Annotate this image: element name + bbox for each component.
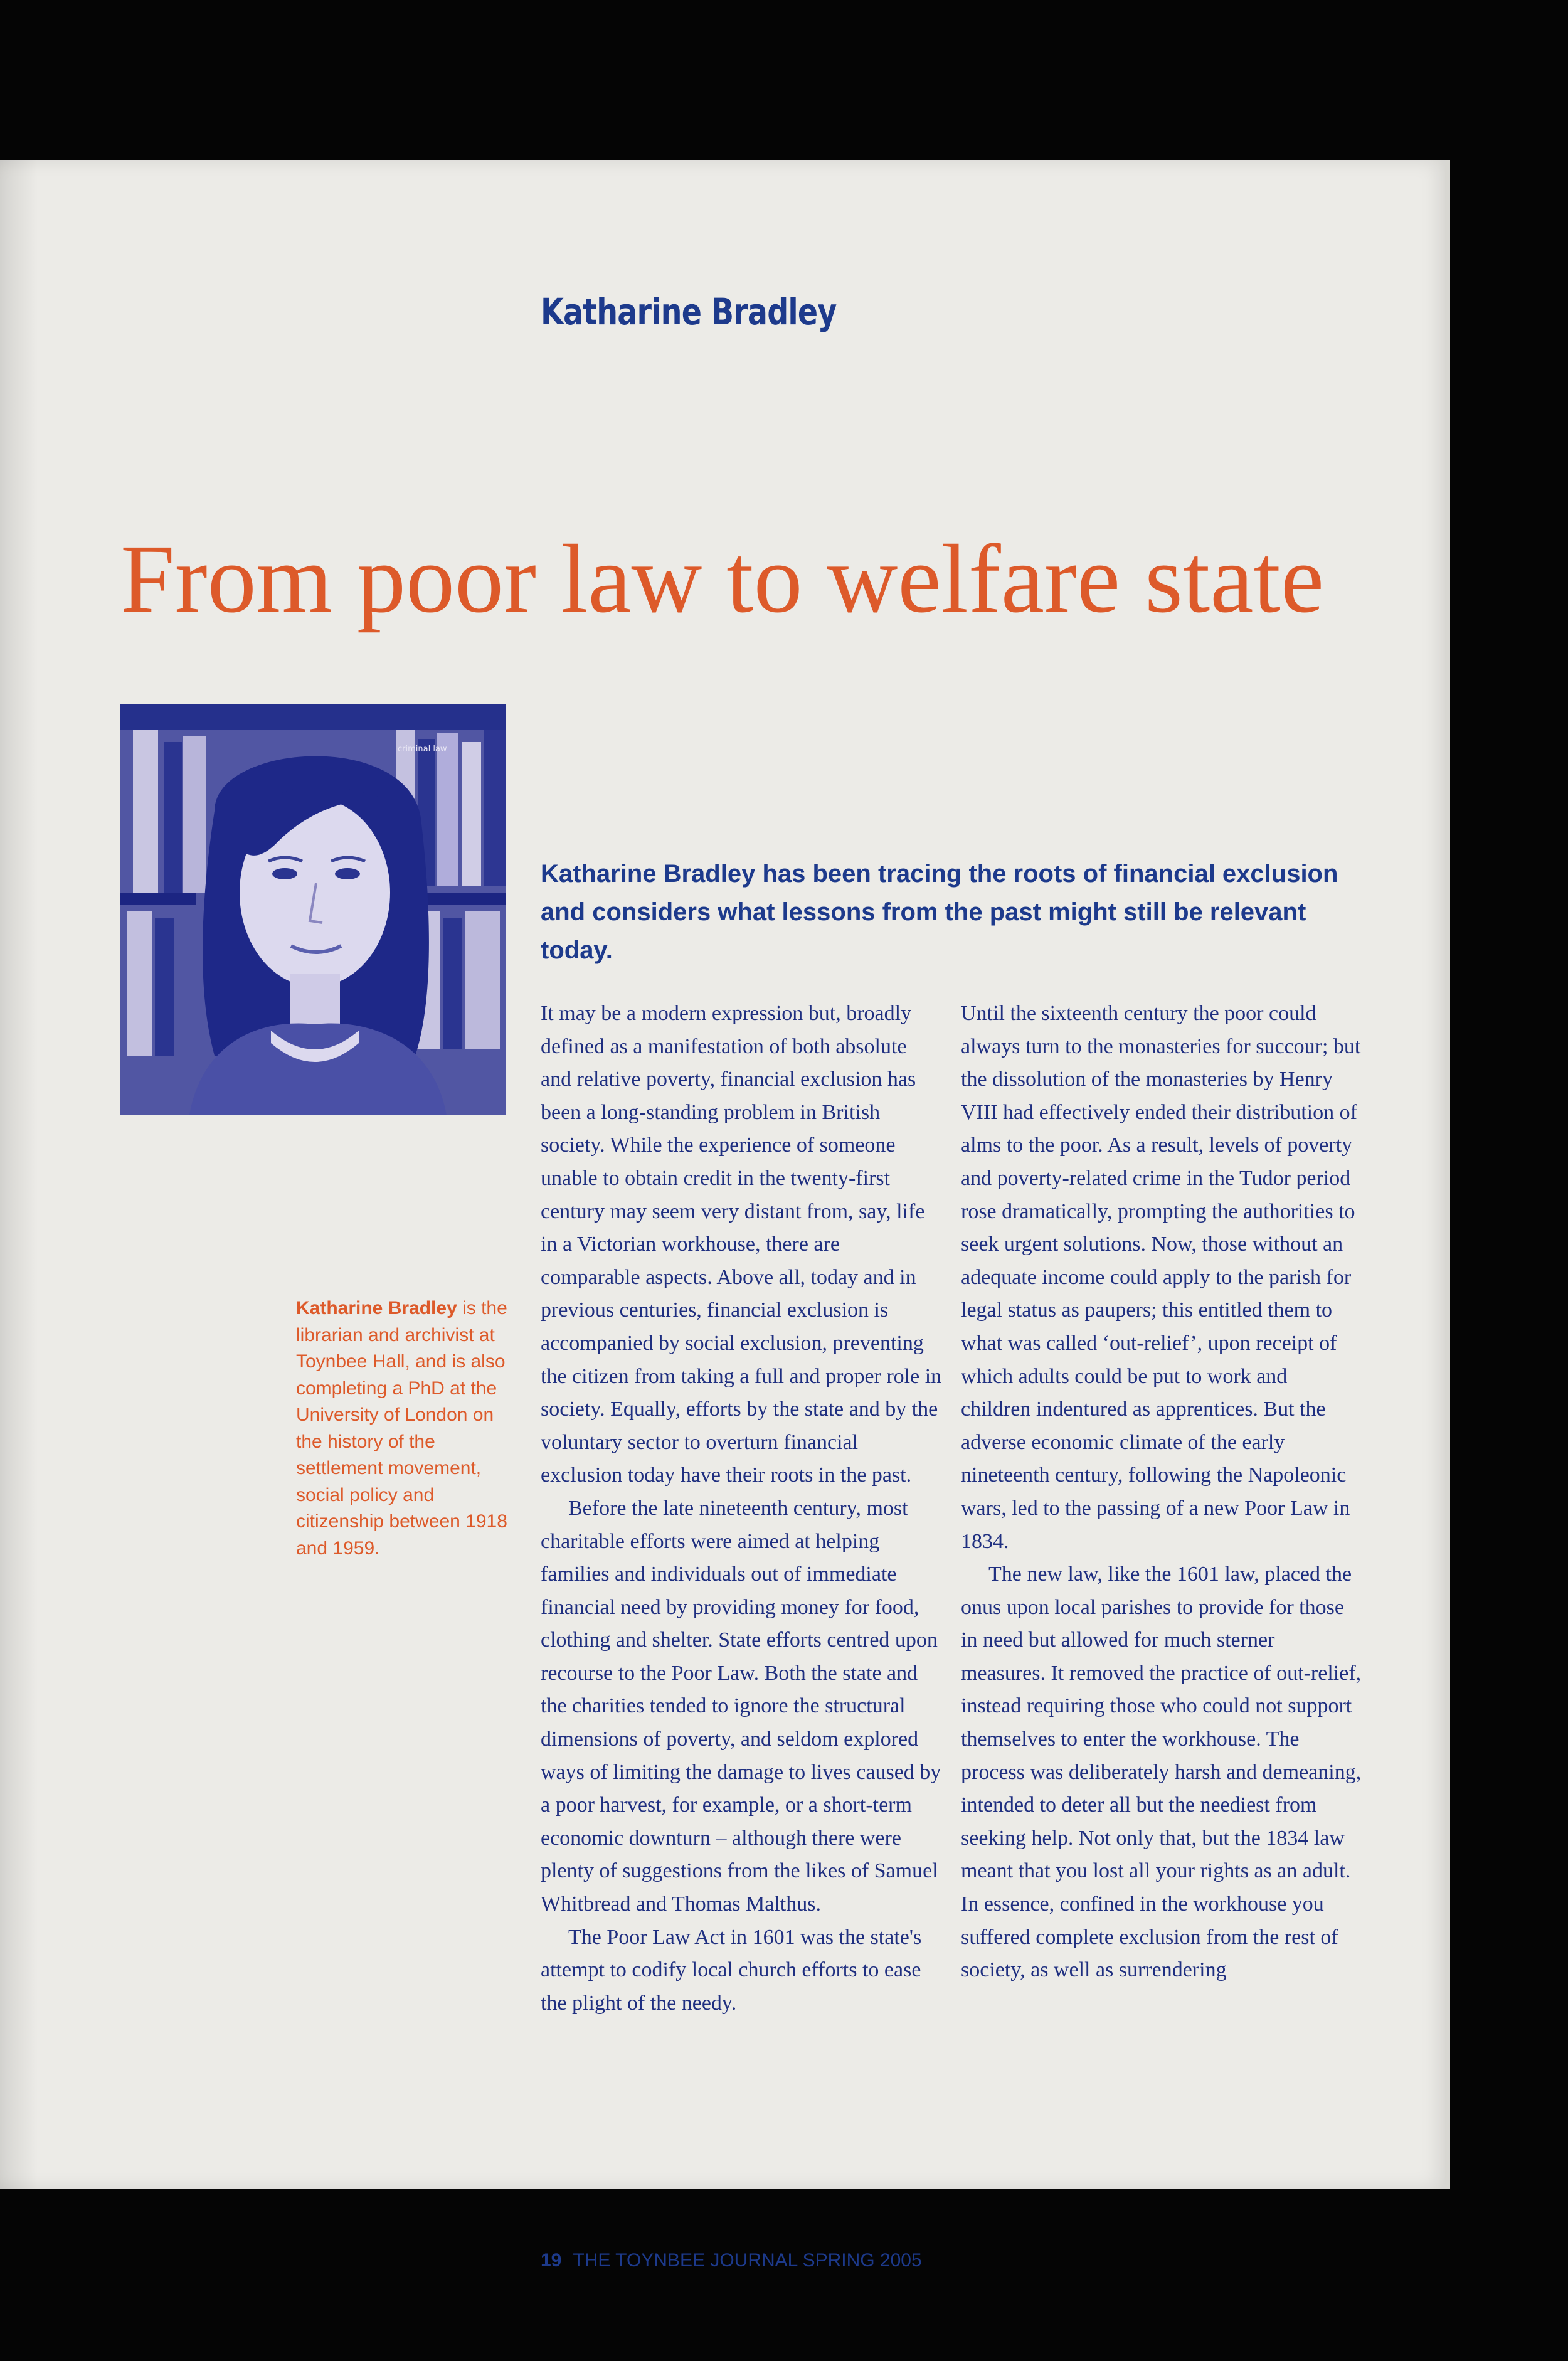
author-photo [120, 704, 506, 1115]
paragraph: The new law, like the 1601 law, placed the onus upon local parishes to provide for those in need but allowed for much sterner measures. It removed the practice of out-relief, instead requiring those who could not support themselves to enter the workhouse. The process was deliberately harsh and demeaning, intended to deter all but the neediest from seeking help. Not only that, but the 1834 law meant that you lost all your rights as an adult. In essence, confined in the workhouse you suffered complete exclusion from the rest of society, as well as surrendering [961, 1563, 1362, 1982]
gutter-shadow [0, 160, 38, 2189]
body-column-2 [961, 997, 1362, 1987]
body-column-1 [541, 997, 942, 2020]
paragraph: Until the sixteenth century the poor could always turn to the monasteries for succour; but the dissolution of the monasteries by Henry VIII had effectively ended their distribution of alms to the poor. As a result, levels of poverty and poverty-related crime in the Tudor period rose dramatically, prompting the authorities to seek urgent solutions. Now, those without an adequate income could apply to the parish for legal status as paupers; this entitled them to what was called ‘out-relief’, upon receipt of which adults could be put to work and children indentured as apprentices. But the adverse economic climate of the early nineteenth century, following the Napoleonic wars, led to the passing of a new Poor Law in 1834. [961, 1002, 1361, 1553]
page-edge [1445, 160, 1450, 2189]
caption-author-name: Katharine Bradley [296, 1298, 457, 1318]
paragraph: It may be a modern expression but, broadly defined as a manifestation of both absolute and relative poverty, financial exclusion has been a long-standing problem in British society. While the experience of someone unable to obtain credit in the twenty-first century may seem very distant from, say, life in a Victorian workhouse, there are comparable aspects. Above all, today and in previous centuries, financial exclusion is accompanied by social exclusion, preventing the citizen from taking a full and proper role in society. Equally, efforts by the state and by the voluntary sector to overturn financial exclusion today have their roots in the past. [541, 1002, 942, 1487]
author-heading: Katharine Bradley [541, 290, 837, 333]
page-number: 19 [541, 2250, 562, 2271]
book-spine-text: criminal law [398, 745, 447, 754]
article-title: From poor law to welfare state [120, 524, 1325, 633]
author-portrait-image [120, 704, 506, 1115]
caption-bio: is the librarian and archivist at Toynbee Hall, and is also completing a PhD at the University of London on the history of the settlement movement, social policy and citizenship between 1918 and 1959. [296, 1298, 507, 1559]
page-footer [541, 2250, 922, 2271]
author-caption [296, 1295, 509, 1562]
journal-name: THE TOYNBEE JOURNAL SPRING 2005 [573, 2250, 922, 2271]
standfirst: Katharine Bradley has been tracing the roots of financial exclusion and considers what lessons from the past might still be relevant today. [541, 860, 1338, 964]
magazine-page [0, 160, 1450, 2271]
paragraph: The Poor Law Act in 1601 was the state's attempt to codify local church efforts to ease the plight of the needy. [541, 1925, 922, 2015]
paragraph: Before the late nineteenth century, most charitable efforts were aimed at helping families and individuals out of immediate financial need by providing money for food, clothing and shelter. State efforts centred upon recourse to the Poor Law. Both the state and the charities tended to ignore the structural dimensions of poverty, and seldom explored ways of limiting the damage to lives caused by a poor harvest, for example, or a short-term economic downturn – although there were plenty of suggestions from the likes of Samuel Whitbread and Thomas Malthus. [541, 1496, 941, 1916]
